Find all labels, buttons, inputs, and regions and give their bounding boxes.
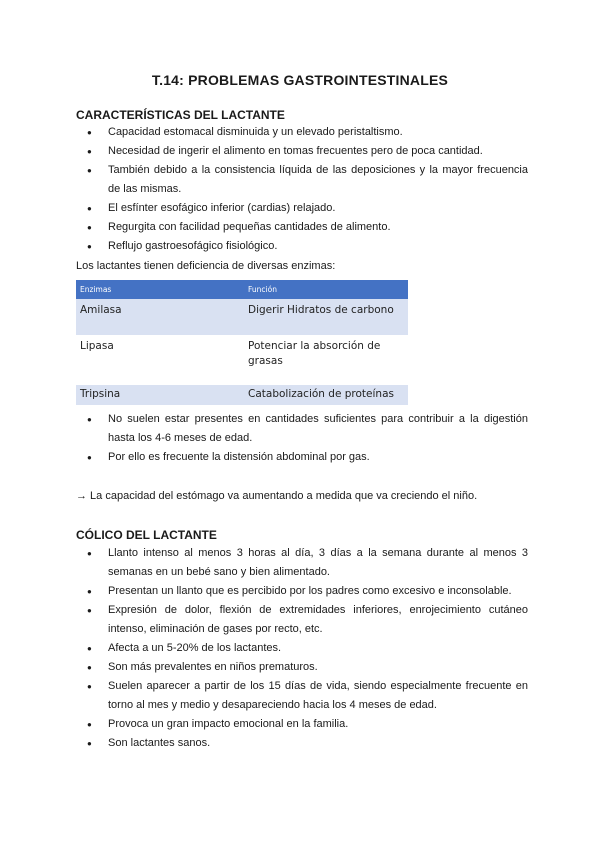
list-item: ● Expresión de dolor, flexión de extremidades inferiores, enrojecimiento cutáneo intenso, eliminación de gases por recto, etc. xyxy=(76,601,528,639)
list-item: ● Necesidad de ingerir el alimento en tomas frecuentes pero de poca cantidad. xyxy=(76,142,528,161)
list-item: ● Llanto intenso al menos 3 horas al día, 3 días a la semana durante al menos 3 semanas en un bebé sano y bien alimentado. xyxy=(76,544,528,582)
list-item: ● Afecta a un 5-20% de los lactantes. xyxy=(76,639,528,658)
table-row xyxy=(76,385,408,405)
list-item: ● Presentan un llanto que es percibido por los padres como excesivo e inconsolable. xyxy=(76,582,528,601)
enzymes-intro: Los lactantes tienen deficiencia de diversas enzimas: xyxy=(76,260,336,272)
list-item: ● Son lactantes sanos. xyxy=(76,734,528,753)
table-row xyxy=(76,299,408,335)
table-cell: Catabolización de proteínas xyxy=(244,385,408,405)
section-heading-colico: CÓLICO DEL LACTANTE xyxy=(76,528,217,542)
list-item: ● Suelen aparecer a partir de los 15 días de vida, siendo especialmente frecuente en torno al mes y medio y desapareciendo hacia los 4 meses de edad. xyxy=(76,677,528,715)
enzymes-notes-list xyxy=(76,410,528,467)
page-title: T.14: PROBLEMAS GASTROINTESTINALES xyxy=(151,72,449,88)
list-item: ● Regurgita con facilidad pequeñas cantidades de alimento. xyxy=(76,218,528,237)
list-item: ● El esfínter esofágico inferior (cardias) relajado. xyxy=(76,199,528,218)
column-header-funcion: Función xyxy=(244,280,408,299)
table-row xyxy=(76,335,408,385)
section-heading-caracteristicas: CARACTERÍSTICAS DEL LACTANTE xyxy=(76,108,285,122)
characteristics-list xyxy=(76,123,528,256)
enzymes-table xyxy=(76,280,408,405)
table-cell: Amilasa xyxy=(76,299,244,335)
table-cell: Digerir Hidratos de carbono xyxy=(244,299,408,335)
list-item: ● Por ello es frecuente la distensión abdominal por gas. xyxy=(76,448,528,467)
list-item: ● También debido a la consistencia líquida de las deposiciones y la mayor frecuencia de las mismas. xyxy=(76,161,528,199)
list-item: ● No suelen estar presentes en cantidades suficientes para contribuir a la digestión hasta los 4-6 meses de edad. xyxy=(76,410,528,448)
column-header-enzimas: Enzimas xyxy=(76,280,244,299)
table-cell: Tripsina xyxy=(76,385,244,405)
stomach-note: → La capacidad del estómago va aumentando a medida que va creciendo el niño. xyxy=(76,490,478,502)
colic-list xyxy=(76,544,528,753)
table-cell: Potenciar la absorción de grasas xyxy=(248,340,381,367)
list-item: ● Reflujo gastroesofágico fisiológico. xyxy=(76,237,528,256)
list-item: ● Provoca un gran impacto emocional en la familia. xyxy=(76,715,528,734)
table-cell: Lipasa xyxy=(80,340,114,352)
list-item: ● Capacidad estomacal disminuida y un elevado peristaltismo. xyxy=(76,123,528,142)
list-item: ● Son más prevalentes en niños prematuros. xyxy=(76,658,528,677)
table-header-row xyxy=(76,280,408,299)
